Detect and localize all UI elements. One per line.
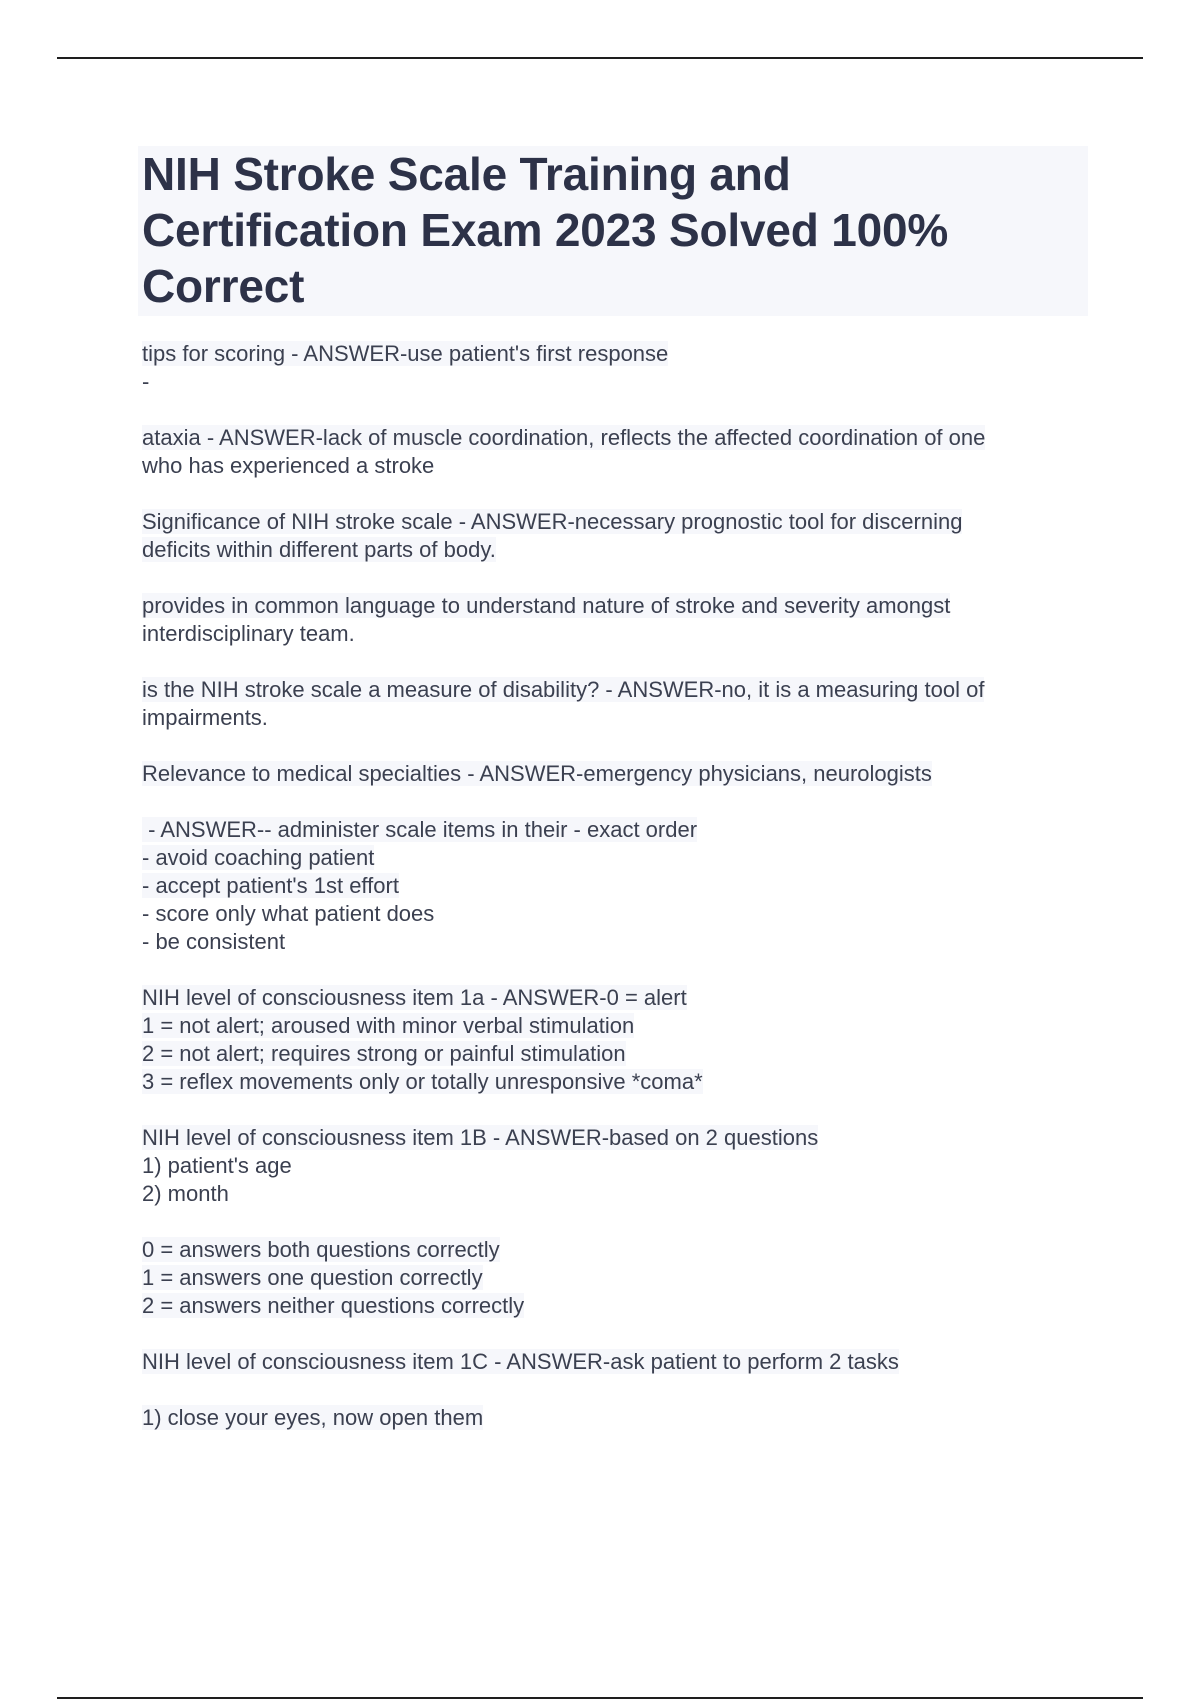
qa-paragraph [142,676,1092,732]
text-line: impairments. [142,705,268,730]
text-line: - score only what patient does [142,901,435,926]
title-line: NIH Stroke Scale Training and [142,148,791,200]
text-line: NIH level of consciousness item 1C - ANSWER-ask patient to perform 2 tasks [142,1349,899,1374]
text-line: interdisciplinary team. [142,621,355,646]
text-line: NIH level of consciousness item 1B - ANSWER-based on 2 questions [142,1125,819,1150]
qa-paragraph [142,816,1092,956]
text-line: - ANSWER-- administer scale items in their - exact order [142,817,698,842]
text-line: 1 = answers one question correctly [142,1265,483,1290]
text-line: is the NIH stroke scale a measure of disability? - ANSWER-no, it is a measuring tool of [142,677,985,702]
qa-paragraph [142,1404,1092,1432]
qa-paragraph [142,760,1092,788]
qa-paragraph [142,340,1092,396]
text-line: deficits within different parts of body. [142,537,496,562]
qa-paragraph [142,1124,1092,1208]
text-line: - [142,369,150,394]
qa-paragraph [142,592,1092,648]
document-content [142,146,1092,1460]
document-title [142,146,1084,314]
text-line: 1) patient's age [142,1153,292,1178]
title-line: Correct [142,260,305,312]
text-line: ataxia - ANSWER-lack of muscle coordination, reflects the affected coordination of one [142,425,986,450]
text-line: provides in common language to understand nature of stroke and severity amongst [142,593,951,618]
title-block [138,146,1088,316]
text-line: - be consistent [142,929,286,954]
text-line: 2 = not alert; requires strong or painful stimulation [142,1041,626,1066]
bottom-rule [57,1697,1143,1699]
text-line: NIH level of consciousness item 1a - ANSWER-0 = alert [142,985,687,1010]
text-line: Relevance to medical specialties - ANSWER-emergency physicians, neurologists [142,761,932,786]
text-line: Significance of NIH stroke scale - ANSWER-necessary prognostic tool for discerning [142,509,963,534]
top-rule [57,57,1143,59]
text-line: tips for scoring - ANSWER-use patient's first response [142,341,669,366]
qa-paragraph [142,984,1092,1096]
text-line: - avoid coaching patient [142,845,375,870]
text-line: - accept patient's 1st effort [142,873,399,898]
qa-paragraph [142,1236,1092,1320]
text-line: 1) close your eyes, now open them [142,1405,484,1430]
text-line: who has experienced a stroke [142,453,435,478]
title-line: Certification Exam 2023 Solved 100% [142,204,949,256]
document-body [142,340,1092,1432]
qa-paragraph [142,424,1092,480]
qa-paragraph [142,1348,1092,1376]
text-line: 3 = reflex movements only or totally unresponsive *coma* [142,1069,703,1094]
text-line: 2 = answers neither questions correctly [142,1293,525,1318]
text-line: 1 = not alert; aroused with minor verbal stimulation [142,1013,635,1038]
qa-paragraph [142,508,1092,564]
text-line: 0 = answers both questions correctly [142,1237,500,1262]
text-line: 2) month [142,1181,229,1206]
